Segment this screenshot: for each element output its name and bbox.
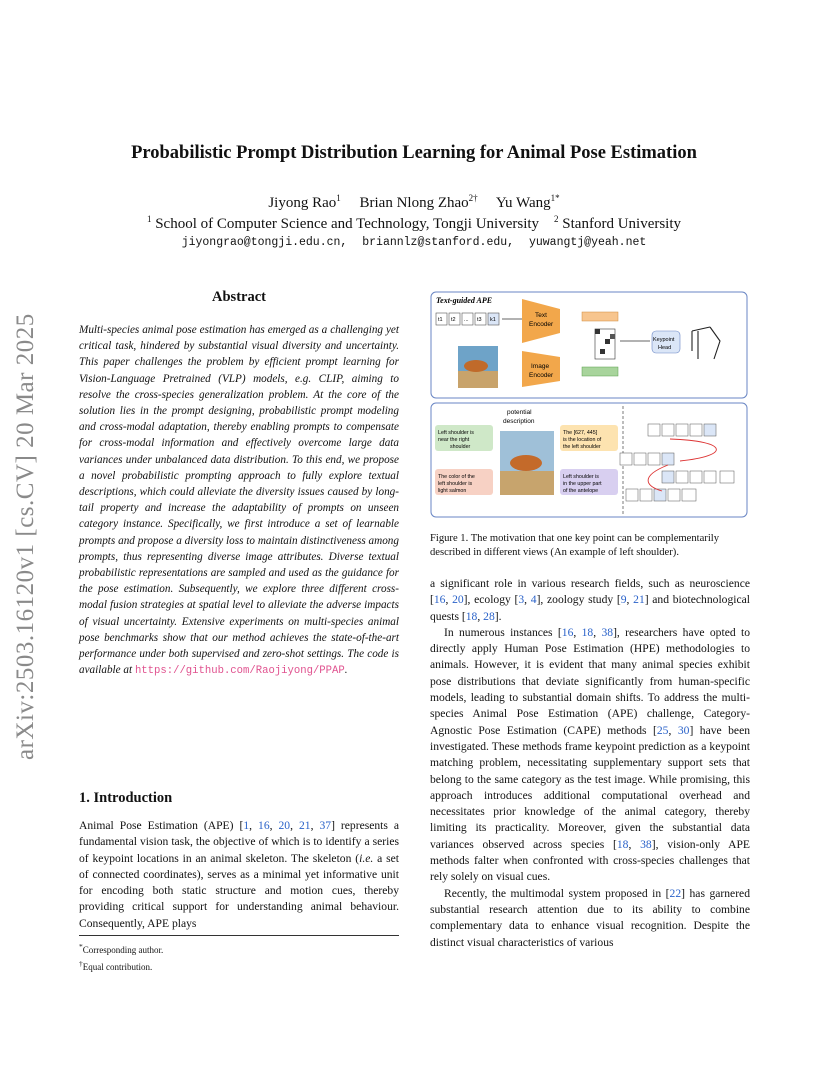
token: t1 xyxy=(438,317,443,323)
author-name: Brian Nlong Zhao xyxy=(359,195,469,211)
token: t2 xyxy=(451,317,456,323)
svg-text:left shoulder is: left shoulder is xyxy=(438,481,473,487)
abstract-body: Multi-species animal pose estimation has emerged as a challenging yet critical task, hindered by substantial visual diversity and uncertainty. This paper challenges the problem by efficient prompt learning for Vision-Language Pretrained (VLP) models, e.g. CLIP, aiming to resolve the cross-species generalization problem. At the core of the solution lies in the prompt designing, probabilistic prompt modeling and cross-modal adaptation, thereby enabling prompts to compensate for cross-modal information and effectively overcome large data variances under unbalanced data distribution. To this end, we propose a novel probabilistic prompting approach to fully explore textual descriptions, which could alleviate the diversity issues caused by long-tail property and increase the adaptability of prompts on unseen category instance. Specifically, we first introduce a set of learnable prompts and propose a diversity loss to maintain distinctiveness among prompts, thus representing diverse image attributes. Diverse textual probabilistic representations are sampled and used as the guidance for the pose estimation. Subsequently, we explore three different cross-modal fusion strategies at spatial level to alleviate the adverse impacts of visual uncertainty. Extensive experiments on multi-species animal pose benchmarks show that our method achieves the state-of-the-art performance under both supervised and zero-shot settings. The code is available at https://github.com/Raojiyong/PPAP. xyxy=(79,324,399,678)
figure-1-diagram xyxy=(430,291,748,519)
citation-link[interactable]: 9 xyxy=(620,593,627,607)
text-run: , xyxy=(626,593,634,607)
citation-link[interactable]: 18 xyxy=(616,837,629,851)
footnote-text: Corresponding author. xyxy=(82,945,164,955)
paragraph xyxy=(430,886,750,951)
text-run: , xyxy=(477,609,484,623)
svg-text:near the right: near the right xyxy=(438,437,470,443)
citation-link[interactable]: 21 xyxy=(298,819,311,832)
email[interactable]: jiyongrao@tongji.edu.cn, xyxy=(181,236,348,249)
text-run: ] have been investigated. These methods frame keypoint prediction as a keypoint matching problem, necessitating supplementary support sets that belong to the same category as the test image. While promising, this approach introduces additional computational overhead and necessitates prior knowledge of the animal category, thereby limiting its practicality. Moreover, given the substantial data variances observed across species [ xyxy=(430,723,751,851)
code-link[interactable]: https://github.com/Raojiyong/PPAP xyxy=(134,665,345,678)
text-run: ] and biotechnological quests [ xyxy=(430,593,750,623)
svg-text:shoulder: shoulder xyxy=(450,444,471,450)
footnote-mark: † xyxy=(79,959,83,968)
token-matrix xyxy=(620,424,734,501)
svg-text:The [627, 445]: The [627, 445] xyxy=(563,430,598,436)
text-run: , xyxy=(573,625,582,639)
footnote-text: Equal contribution. xyxy=(82,962,153,972)
token: t3 xyxy=(477,317,482,323)
figure-1 xyxy=(430,291,748,519)
text-run: ], ecology [ xyxy=(463,593,519,607)
italic-text: i.e. xyxy=(359,851,374,865)
svg-text:of the antelope: of the antelope xyxy=(563,488,599,494)
citation-link[interactable]: 38 xyxy=(601,625,614,639)
svg-text:Encoder: Encoder xyxy=(529,372,554,379)
citation-link[interactable]: 37 xyxy=(319,819,332,832)
citation-link[interactable]: 3 xyxy=(518,593,525,607)
affiliation-mark: 1 xyxy=(146,214,152,224)
text-run: , xyxy=(310,819,320,832)
footnote-corresponding xyxy=(79,940,399,957)
svg-text:Encoder: Encoder xyxy=(529,321,554,328)
citation-link[interactable]: 30 xyxy=(677,723,690,737)
text-run: , xyxy=(269,819,279,832)
affiliation: Stanford University xyxy=(562,216,682,232)
citation-link[interactable]: 18 xyxy=(581,625,594,639)
right-column-text xyxy=(430,576,750,951)
svg-text:Keypoint: Keypoint xyxy=(653,337,675,343)
citation-link[interactable]: 16 xyxy=(433,593,446,607)
citation-link[interactable]: 16 xyxy=(561,625,574,639)
email[interactable]: briannlz@stanford.edu, xyxy=(362,236,515,249)
author-name: Jiyong Rao xyxy=(268,195,337,211)
text-run: ] has garnered substantial research attention due to its ability to combine complementary data to enhance visual recognition. Despite the distinct visual characteristics of various xyxy=(430,886,750,949)
potential-description-label: potential xyxy=(507,409,532,416)
affiliation: School of Computer Science and Technology, Tongji University xyxy=(155,216,540,232)
arxiv-margin-identifier: arXiv:2503.16120v1 [cs.CV] 20 Mar 2025 xyxy=(12,313,39,760)
citation-link[interactable]: 22 xyxy=(669,886,682,900)
affiliation-mark: 2 xyxy=(554,214,559,224)
text-run: , xyxy=(668,723,678,737)
paragraph xyxy=(430,625,750,886)
image-feature-bar xyxy=(582,367,618,376)
author-name: Yu Wang xyxy=(495,195,551,211)
svg-text:Left shoulder is: Left shoulder is xyxy=(438,430,474,436)
pose-skeleton-icon xyxy=(692,327,720,359)
text-run: Recently, the multimodal system proposed in [ xyxy=(444,886,670,900)
red-arrow xyxy=(670,439,716,461)
text-run: ], vision-only APE methods falter when confronted with cross-species challenges that rely solely on visual cues. xyxy=(430,837,751,884)
svg-text:description: description xyxy=(503,418,535,425)
text-run: In numerous instances [ xyxy=(444,625,562,639)
text-run: , xyxy=(249,819,259,832)
author-list xyxy=(0,193,828,212)
text-run: , xyxy=(290,819,299,832)
text-run: , xyxy=(445,593,453,607)
text-run: ], researchers have opted to directly apply Human Pose Estimation (HPE) methodologies to animals. However, it is evident that many animal species exhibit pose distributions that deviate significantly from human-specific models, leading to substantial domain shifts. To address the multi-species Animal Pose Estimation (APE) challenge, Category-Agnostic Pose Estimation (CAPE) methods [ xyxy=(430,625,751,737)
section-heading-introduction: 1. Introduction xyxy=(79,790,173,806)
citation-link[interactable]: 25 xyxy=(656,723,669,737)
text-run: ], zoology study [ xyxy=(536,593,621,607)
author-mark: 2† xyxy=(468,193,478,203)
top-panel-title: Text-guided APE xyxy=(436,296,493,305)
citation-link[interactable]: 21 xyxy=(633,593,645,607)
author-mark: 1 xyxy=(336,193,341,203)
svg-text:the left shoulder: the left shoulder xyxy=(563,444,601,450)
svg-text:is the location of: is the location of xyxy=(563,437,602,443)
citation-link[interactable]: 28 xyxy=(483,609,495,623)
text-run: , xyxy=(628,837,641,851)
footnote-equal xyxy=(79,957,399,974)
email[interactable]: yuwangtj@yeah.net xyxy=(528,236,647,249)
author-mark: 1* xyxy=(550,193,560,203)
top-token-row xyxy=(436,313,499,325)
text-run: ] represents a fundamental vision task, the objective of which is to identify a series of keypoint locations in an animal skeleton. The skeleton ( xyxy=(79,819,400,865)
token: ... xyxy=(464,317,469,323)
citation-link[interactable]: 20 xyxy=(278,819,291,832)
svg-text:in the upper part: in the upper part xyxy=(563,481,602,487)
text-run: , xyxy=(524,593,531,607)
image-encoder-label: Image xyxy=(531,363,550,370)
text-run: Animal Pose Estimation (APE) [ xyxy=(79,819,244,832)
paragraph xyxy=(430,576,750,625)
bottom-panel-frame xyxy=(431,403,747,517)
abstract-heading: Abstract xyxy=(212,289,266,305)
citation-link[interactable]: 38 xyxy=(640,837,652,851)
citation-link[interactable]: 16 xyxy=(258,819,270,832)
text-run: a set of connected coordinates), serves as a minimal yet informative unit for encoding both static structure and motion cues, thereby providing critical support for understanding animal behaviour. Consequently, APE plays xyxy=(79,851,400,930)
citation-link[interactable]: 1 xyxy=(243,819,250,832)
footnote-mark: * xyxy=(79,942,83,951)
text-feature-bar xyxy=(582,312,618,321)
svg-text:light salmon: light salmon xyxy=(438,488,467,494)
text-run: , xyxy=(593,625,602,639)
text-encoder-label: Text xyxy=(535,312,547,319)
intro-paragraph xyxy=(79,818,399,932)
abstract-text: Multi-species animal pose estimation has emerged as a challenging yet critical task, hindered by substantial visual diversity and uncertainty. This paper challenges the problem by efficient prompt learning for Vision-Language Pretrained (VLP) models, e.g. CLIP, aiming to resolve the cross-species generalization problem. At the core of the solution lies in the prompt designing, probabilistic prompt modeling and cross-modal adaptation, thereby enabling prompts to compensate for cross-modal information and effectively overcome large data variances under unbalanced data distribution. To this end, we propose a novel probabilistic prompting approach to fully explore textual descriptions, which could alleviate the diversity issues caused by long-tail property and increase the adaptability of prompts on unseen category instance. Specifically, we first introduce a set of learnable prompts and propose a diversity loss to maintain distinctiveness among prompts, thus representing diverse image attributes. Diverse textual probabilistic representations are sampled and used as the guidance for the pose estimation. Subsequently, we explore three different cross-modal fusion strategies at spatial level to alleviate the adverse impacts of visual uncertainty. Extensive experiments on multi-species animal pose benchmarks show that our method achieves the state-of-the-art performance under both supervised and zero-shot settings. The code is available at xyxy=(79,324,399,677)
figure-caption: Figure 1. The motivation that one key point can be complementarily described in different views (An example of left shoulder). xyxy=(430,533,720,558)
citation-link[interactable]: 4 xyxy=(530,593,537,607)
svg-text:Head: Head xyxy=(658,345,672,351)
text-run: ]. xyxy=(494,609,502,623)
text-run: a significant role in various research fields, such as neuroscience [ xyxy=(430,577,750,607)
footnotes xyxy=(79,935,399,974)
citation-link[interactable]: 18 xyxy=(465,609,478,623)
svg-text:The color of the: The color of the xyxy=(438,474,475,480)
paper-title: Probabilistic Prompt Distribution Learning for Animal Pose Estimation xyxy=(131,143,697,163)
citation-link[interactable]: 20 xyxy=(452,593,464,607)
svg-text:Left shoulder is: Left shoulder is xyxy=(563,474,599,480)
affiliation-line xyxy=(0,214,828,233)
email-line xyxy=(0,236,828,249)
token: k1 xyxy=(490,317,496,323)
